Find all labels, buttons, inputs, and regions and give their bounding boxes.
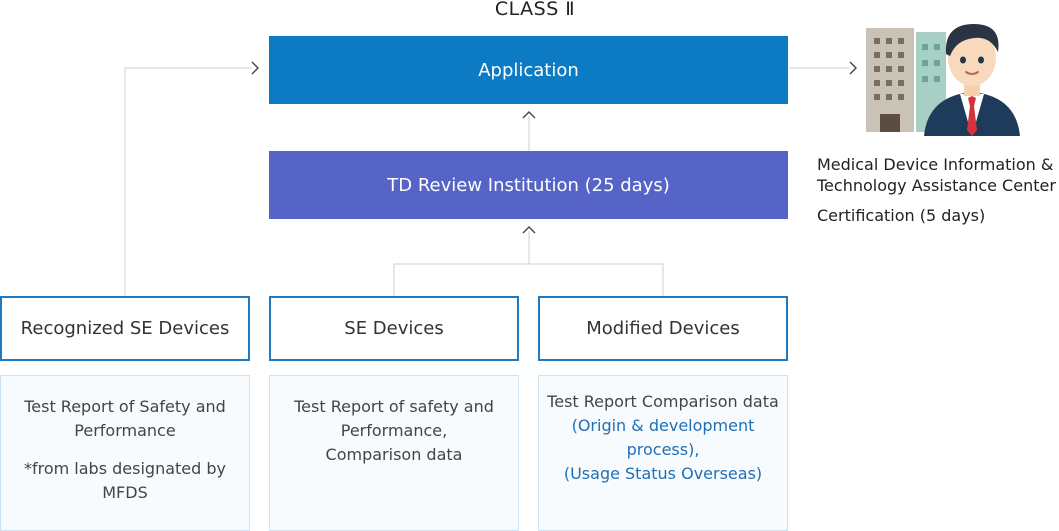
center-name-line1: Medical Device Information &: [817, 155, 1054, 174]
application-box: [269, 36, 788, 104]
req-text: Test Report Comparison data: [547, 392, 779, 411]
category-label: Modified Devices: [586, 318, 740, 339]
req-text: Test Report of safety and: [294, 397, 494, 416]
center-illustration: [862, 18, 1022, 138]
diagram-title: CLASS Ⅱ: [494, 0, 576, 20]
center-name-line2: Technology Assistance Center: [817, 176, 1056, 195]
req-highlight: (Origin & development: [571, 416, 755, 435]
center-info: [817, 154, 1057, 226]
se-modified-bracket-line: [394, 264, 663, 296]
req-text: Performance: [74, 421, 176, 440]
req-text: Comparison data: [325, 445, 463, 464]
td-review-label: TD Review Institution (25 days): [387, 174, 670, 196]
requirements-modified: [538, 375, 788, 531]
chevron-right-icon: [252, 62, 258, 74]
category-label: SE Devices: [344, 318, 444, 339]
req-highlight: (Usage Status Overseas): [563, 464, 763, 483]
td-review-box: [269, 151, 788, 219]
category-se: [269, 296, 519, 361]
req-text: Performance,: [340, 421, 448, 440]
requirements-recognized: [0, 375, 250, 531]
chevron-right-icon: [850, 62, 856, 74]
requirements-se: [269, 375, 519, 531]
req-text: Test Report of Safety and: [24, 397, 226, 416]
req-note: MFDS: [102, 483, 148, 502]
certification-label: Certification (5 days): [817, 206, 986, 225]
category-recognized-se: [0, 296, 250, 361]
req-note: *from labs designated by: [23, 459, 226, 478]
recognized-to-application-line: [125, 68, 252, 296]
application-label: Application: [478, 59, 579, 81]
category-modified: [538, 296, 788, 361]
req-highlight: process),: [626, 440, 700, 459]
category-label: Recognized SE Devices: [20, 318, 230, 339]
